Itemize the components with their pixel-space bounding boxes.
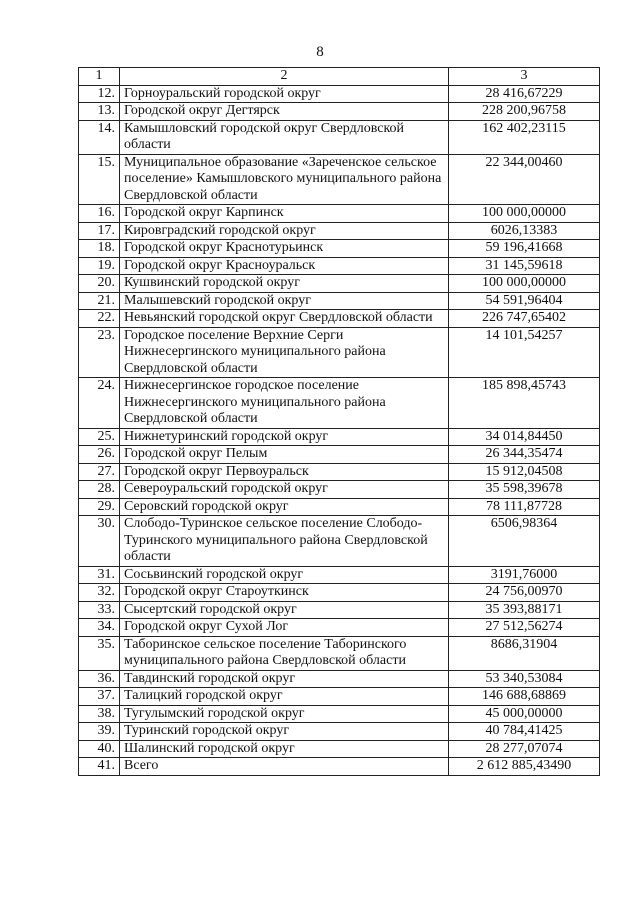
amount-value: 35 598,39678 xyxy=(449,481,600,499)
amount-value: 35 393,88171 xyxy=(449,601,600,619)
row-number: 33. xyxy=(79,601,120,619)
municipality-name: Кушвинский городской округ xyxy=(120,275,449,293)
municipality-name: Слободо-Туринское сельское поселение Слободо-Туринского муниципального района Свердловской области xyxy=(120,516,449,567)
row-number: 17. xyxy=(79,222,120,240)
table-row xyxy=(79,740,600,758)
amount-value: 27 512,56274 xyxy=(449,619,600,637)
amount-value: 6506,98364 xyxy=(449,516,600,567)
municipality-name: Городской округ Карпинск xyxy=(120,205,449,223)
column-header-2: 2 xyxy=(120,68,449,86)
municipality-name: Городской округ Краснотурьинск xyxy=(120,240,449,258)
table-row xyxy=(79,463,600,481)
row-number: 12. xyxy=(79,85,120,103)
amount-value: 31 145,59618 xyxy=(449,257,600,275)
amount-value: 100 000,00000 xyxy=(449,205,600,223)
table-row xyxy=(79,222,600,240)
amount-value: 146 688,68869 xyxy=(449,688,600,706)
table-row xyxy=(79,154,600,205)
amount-value: 226 747,65402 xyxy=(449,310,600,328)
table-row xyxy=(79,85,600,103)
municipality-name: Городской округ Сухой Лог xyxy=(120,619,449,637)
table-row xyxy=(79,103,600,121)
table-row xyxy=(79,619,600,637)
row-number: 36. xyxy=(79,670,120,688)
row-number: 24. xyxy=(79,378,120,429)
table-row xyxy=(79,498,600,516)
row-number: 38. xyxy=(79,705,120,723)
table-row xyxy=(79,481,600,499)
amount-value: 8686,31904 xyxy=(449,636,600,670)
municipality-name: Таборинское сельское поселение Таборинского муниципального района Свердловской области xyxy=(120,636,449,670)
table-row xyxy=(79,636,600,670)
table-row xyxy=(79,584,600,602)
municipality-name: Сосьвинский городской округ xyxy=(120,566,449,584)
amount-value: 59 196,41668 xyxy=(449,240,600,258)
row-number: 20. xyxy=(79,275,120,293)
column-header-1: 1 xyxy=(79,68,120,86)
column-header-3: 3 xyxy=(449,68,600,86)
table-row xyxy=(79,516,600,567)
row-number: 30. xyxy=(79,516,120,567)
amount-value: 34 014,84450 xyxy=(449,428,600,446)
municipality-name: Туринский городской округ xyxy=(120,723,449,741)
municipality-name: Тугулымский городской округ xyxy=(120,705,449,723)
table-row xyxy=(79,723,600,741)
table-row xyxy=(79,566,600,584)
amount-value: 28 416,67229 xyxy=(449,85,600,103)
amount-value: 100 000,00000 xyxy=(449,275,600,293)
table-header-row xyxy=(79,68,600,86)
row-number: 15. xyxy=(79,154,120,205)
allocation-table xyxy=(78,67,600,776)
table-row xyxy=(79,205,600,223)
table-row xyxy=(79,257,600,275)
municipality-name: Кировградский городской округ xyxy=(120,222,449,240)
municipality-name: Городской округ Дегтярск xyxy=(120,103,449,121)
table-row xyxy=(79,705,600,723)
table-row xyxy=(79,275,600,293)
amount-value: 3191,76000 xyxy=(449,566,600,584)
table-body xyxy=(79,68,600,776)
row-number: 27. xyxy=(79,463,120,481)
municipality-name: Горноуральский городской округ xyxy=(120,85,449,103)
table-row xyxy=(79,292,600,310)
row-number: 41. xyxy=(79,758,120,776)
amount-value: 54 591,96404 xyxy=(449,292,600,310)
table-row xyxy=(79,310,600,328)
table-row xyxy=(79,240,600,258)
row-number: 23. xyxy=(79,327,120,378)
municipality-name: Талицкий городской округ xyxy=(120,688,449,706)
municipality-name: Тавдинский городской округ xyxy=(120,670,449,688)
municipality-name: Нижнесергинское городское поселение Нижнесергинского муниципального района Свердловской области xyxy=(120,378,449,429)
row-number: 31. xyxy=(79,566,120,584)
amount-value: 28 277,07074 xyxy=(449,740,600,758)
municipality-name: Камышловский городской округ Свердловской области xyxy=(120,120,449,154)
municipality-name: Всего xyxy=(120,758,449,776)
amount-value: 2 612 885,43490 xyxy=(449,758,600,776)
table-row xyxy=(79,688,600,706)
row-number: 39. xyxy=(79,723,120,741)
amount-value: 78 111,87728 xyxy=(449,498,600,516)
amount-value: 53 340,53084 xyxy=(449,670,600,688)
municipality-name: Муниципальное образование «Зареченское сельское поселение» Камышловского муниципального района Свердловской области xyxy=(120,154,449,205)
municipality-name: Шалинский городской округ xyxy=(120,740,449,758)
table-row xyxy=(79,446,600,464)
amount-value: 15 912,04508 xyxy=(449,463,600,481)
table-row xyxy=(79,670,600,688)
table-row xyxy=(79,601,600,619)
municipality-name: Серовский городской округ xyxy=(120,498,449,516)
municipality-name: Городское поселение Верхние Серги Нижнесергинского муниципального района Свердловской области xyxy=(120,327,449,378)
amount-value: 40 784,41425 xyxy=(449,723,600,741)
row-number: 22. xyxy=(79,310,120,328)
municipality-name: Малышевский городской округ xyxy=(120,292,449,310)
row-number: 21. xyxy=(79,292,120,310)
row-number: 26. xyxy=(79,446,120,464)
row-number: 32. xyxy=(79,584,120,602)
amount-value: 162 402,23115 xyxy=(449,120,600,154)
row-number: 19. xyxy=(79,257,120,275)
row-number: 37. xyxy=(79,688,120,706)
row-number: 18. xyxy=(79,240,120,258)
amount-value: 185 898,45743 xyxy=(449,378,600,429)
amount-value: 22 344,00460 xyxy=(449,154,600,205)
row-number: 13. xyxy=(79,103,120,121)
row-number: 40. xyxy=(79,740,120,758)
amount-value: 24 756,00970 xyxy=(449,584,600,602)
municipality-name: Сысертский городской округ xyxy=(120,601,449,619)
amount-value: 45 000,00000 xyxy=(449,705,600,723)
table-row xyxy=(79,327,600,378)
amount-value: 26 344,35474 xyxy=(449,446,600,464)
amount-value: 14 101,54257 xyxy=(449,327,600,378)
municipality-name: Городской округ Староуткинск xyxy=(120,584,449,602)
municipality-name: Городской округ Красноуральск xyxy=(120,257,449,275)
row-number: 25. xyxy=(79,428,120,446)
amount-value: 228 200,96758 xyxy=(449,103,600,121)
table-row xyxy=(79,120,600,154)
amount-value: 6026,13383 xyxy=(449,222,600,240)
table-row xyxy=(79,428,600,446)
row-number: 35. xyxy=(79,636,120,670)
row-number: 14. xyxy=(79,120,120,154)
page-number: 8 xyxy=(316,44,324,60)
row-number: 16. xyxy=(79,205,120,223)
municipality-name: Городской округ Первоуральск xyxy=(120,463,449,481)
municipality-name: Нижнетуринский городской округ xyxy=(120,428,449,446)
municipality-name: Городской округ Пелым xyxy=(120,446,449,464)
table-row xyxy=(79,378,600,429)
row-number: 28. xyxy=(79,481,120,499)
table-row xyxy=(79,758,600,776)
municipality-name: Невьянский городской округ Свердловской области xyxy=(120,310,449,328)
municipality-name: Североуральский городской округ xyxy=(120,481,449,499)
row-number: 29. xyxy=(79,498,120,516)
row-number: 34. xyxy=(79,619,120,637)
